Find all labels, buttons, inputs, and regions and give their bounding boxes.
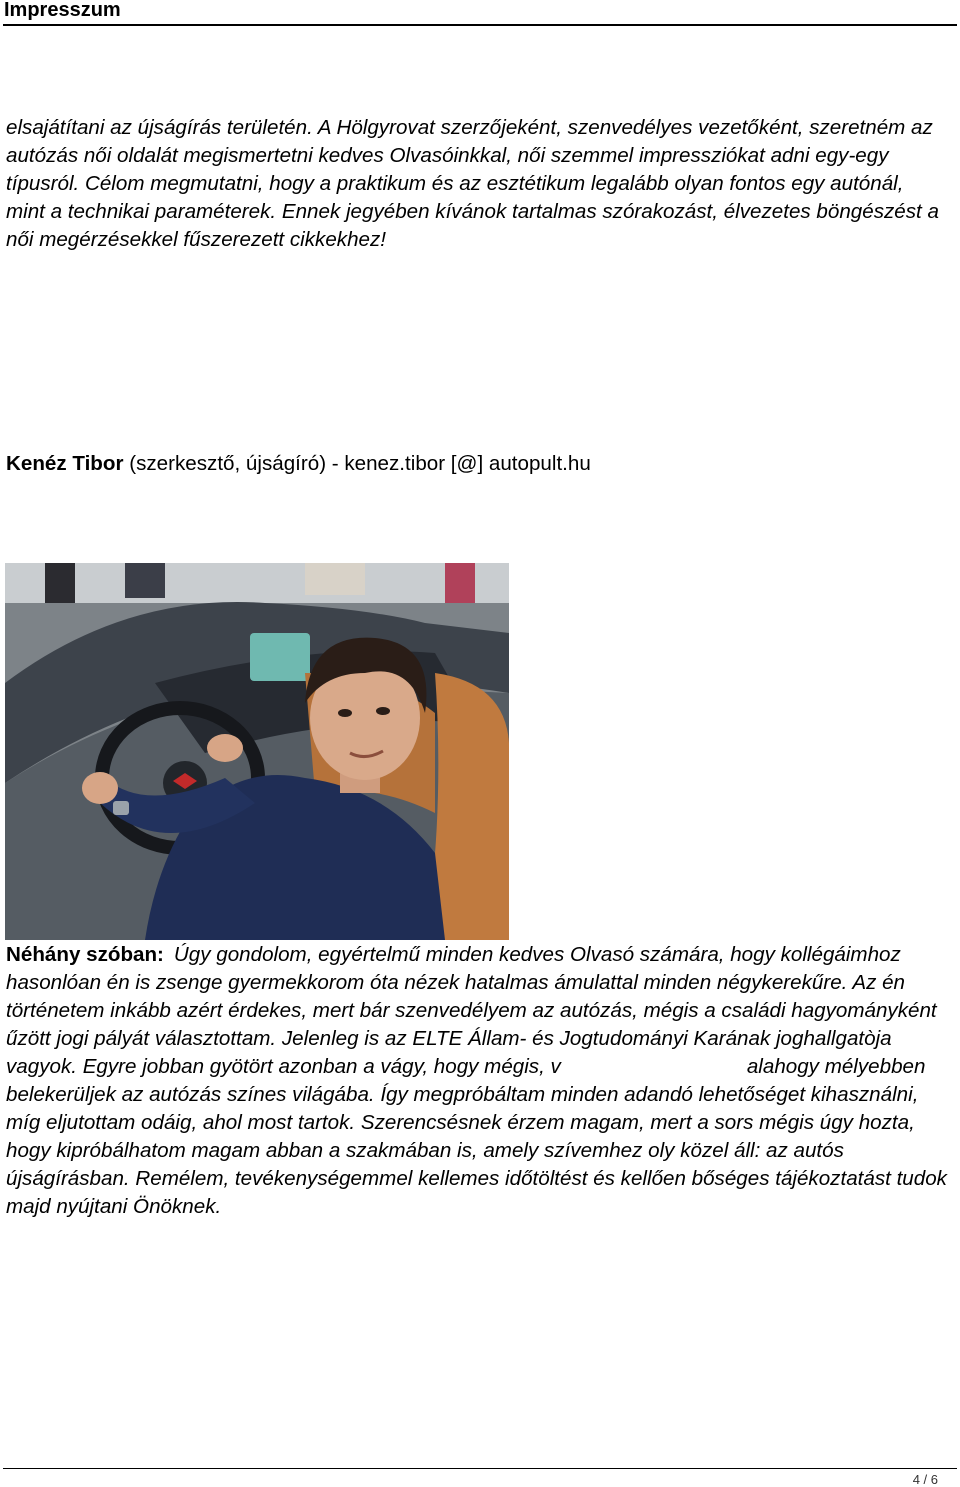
bio-text-part-2: alahogy mélyebben belekerüljek az autózás színes világába. Így megpróbáltam minden adandó lehetőséget kihasználni, míg eljutottam odáig, ahol most tartok. Szerencsésnek érzem magam, mert a sors mégis úgy hozta, hogy kipróbálhatom magam abban a szakmában is, amely szívemhez oly közel áll: az autós újságírásban. Remélem, tevékenységemmel kellemes időtöltést és kellően bőséges tájékoztatást tudok majd nyújtani Önöknek. — [6, 1055, 947, 1218]
editor-credit — [6, 450, 591, 478]
page-number: 4 / 6 — [912, 1472, 938, 1487]
footer-divider — [3, 1468, 957, 1469]
editor-details: (szerkesztő, újságíró) - kenez.tibor [@] autopult.hu — [123, 452, 591, 475]
bio-label: Néhány szóban: — [6, 943, 164, 966]
editor-name: Kenéz Tibor — [6, 452, 124, 475]
editor-photo — [5, 563, 509, 940]
bio-text-part-1: Úgy gondolom, egyértelmű minden kedves Olvasó számára, hogy kollégáimhoz hasonlóan én is zsenge gyermekkorom óta nézek hatalmas ámulattal minden négykerekűre. Az én történetem inkább azért érdekes, mert bár szenvedélyem az autózás, mégis a családi hagyományként űzött jogi pályát választottam. Jelenleg is az ELTE Állam- és Jogtudományi Karának joghallgatòja vagyok. Egyre jobban gyötört azonban a vágy, hogy mégis, v — [6, 943, 937, 1078]
page-title: Impresszum — [4, 0, 121, 21]
header-divider — [3, 24, 957, 26]
bio-paragraph — [6, 941, 951, 1221]
intro-paragraph: elsajátítani az újságírás területén. A Hölgyrovat szerzőjeként, szenvedélyes vezetőként, szeretném az autózás női oldalát megismertetni kedves Olvasóinkkal, női szemmel impressziókat adni egy-egy típusról. Célom megmutatni, hogy a praktikum és az esztétikum legalább olyan fontos egy autónál, mint a technikai paraméterek. Ennek jegyében kívánok tartalmas szórakozást, élvezetes böngészést a női megérzésekkel fűszerezett cikkekhez! — [6, 116, 939, 251]
